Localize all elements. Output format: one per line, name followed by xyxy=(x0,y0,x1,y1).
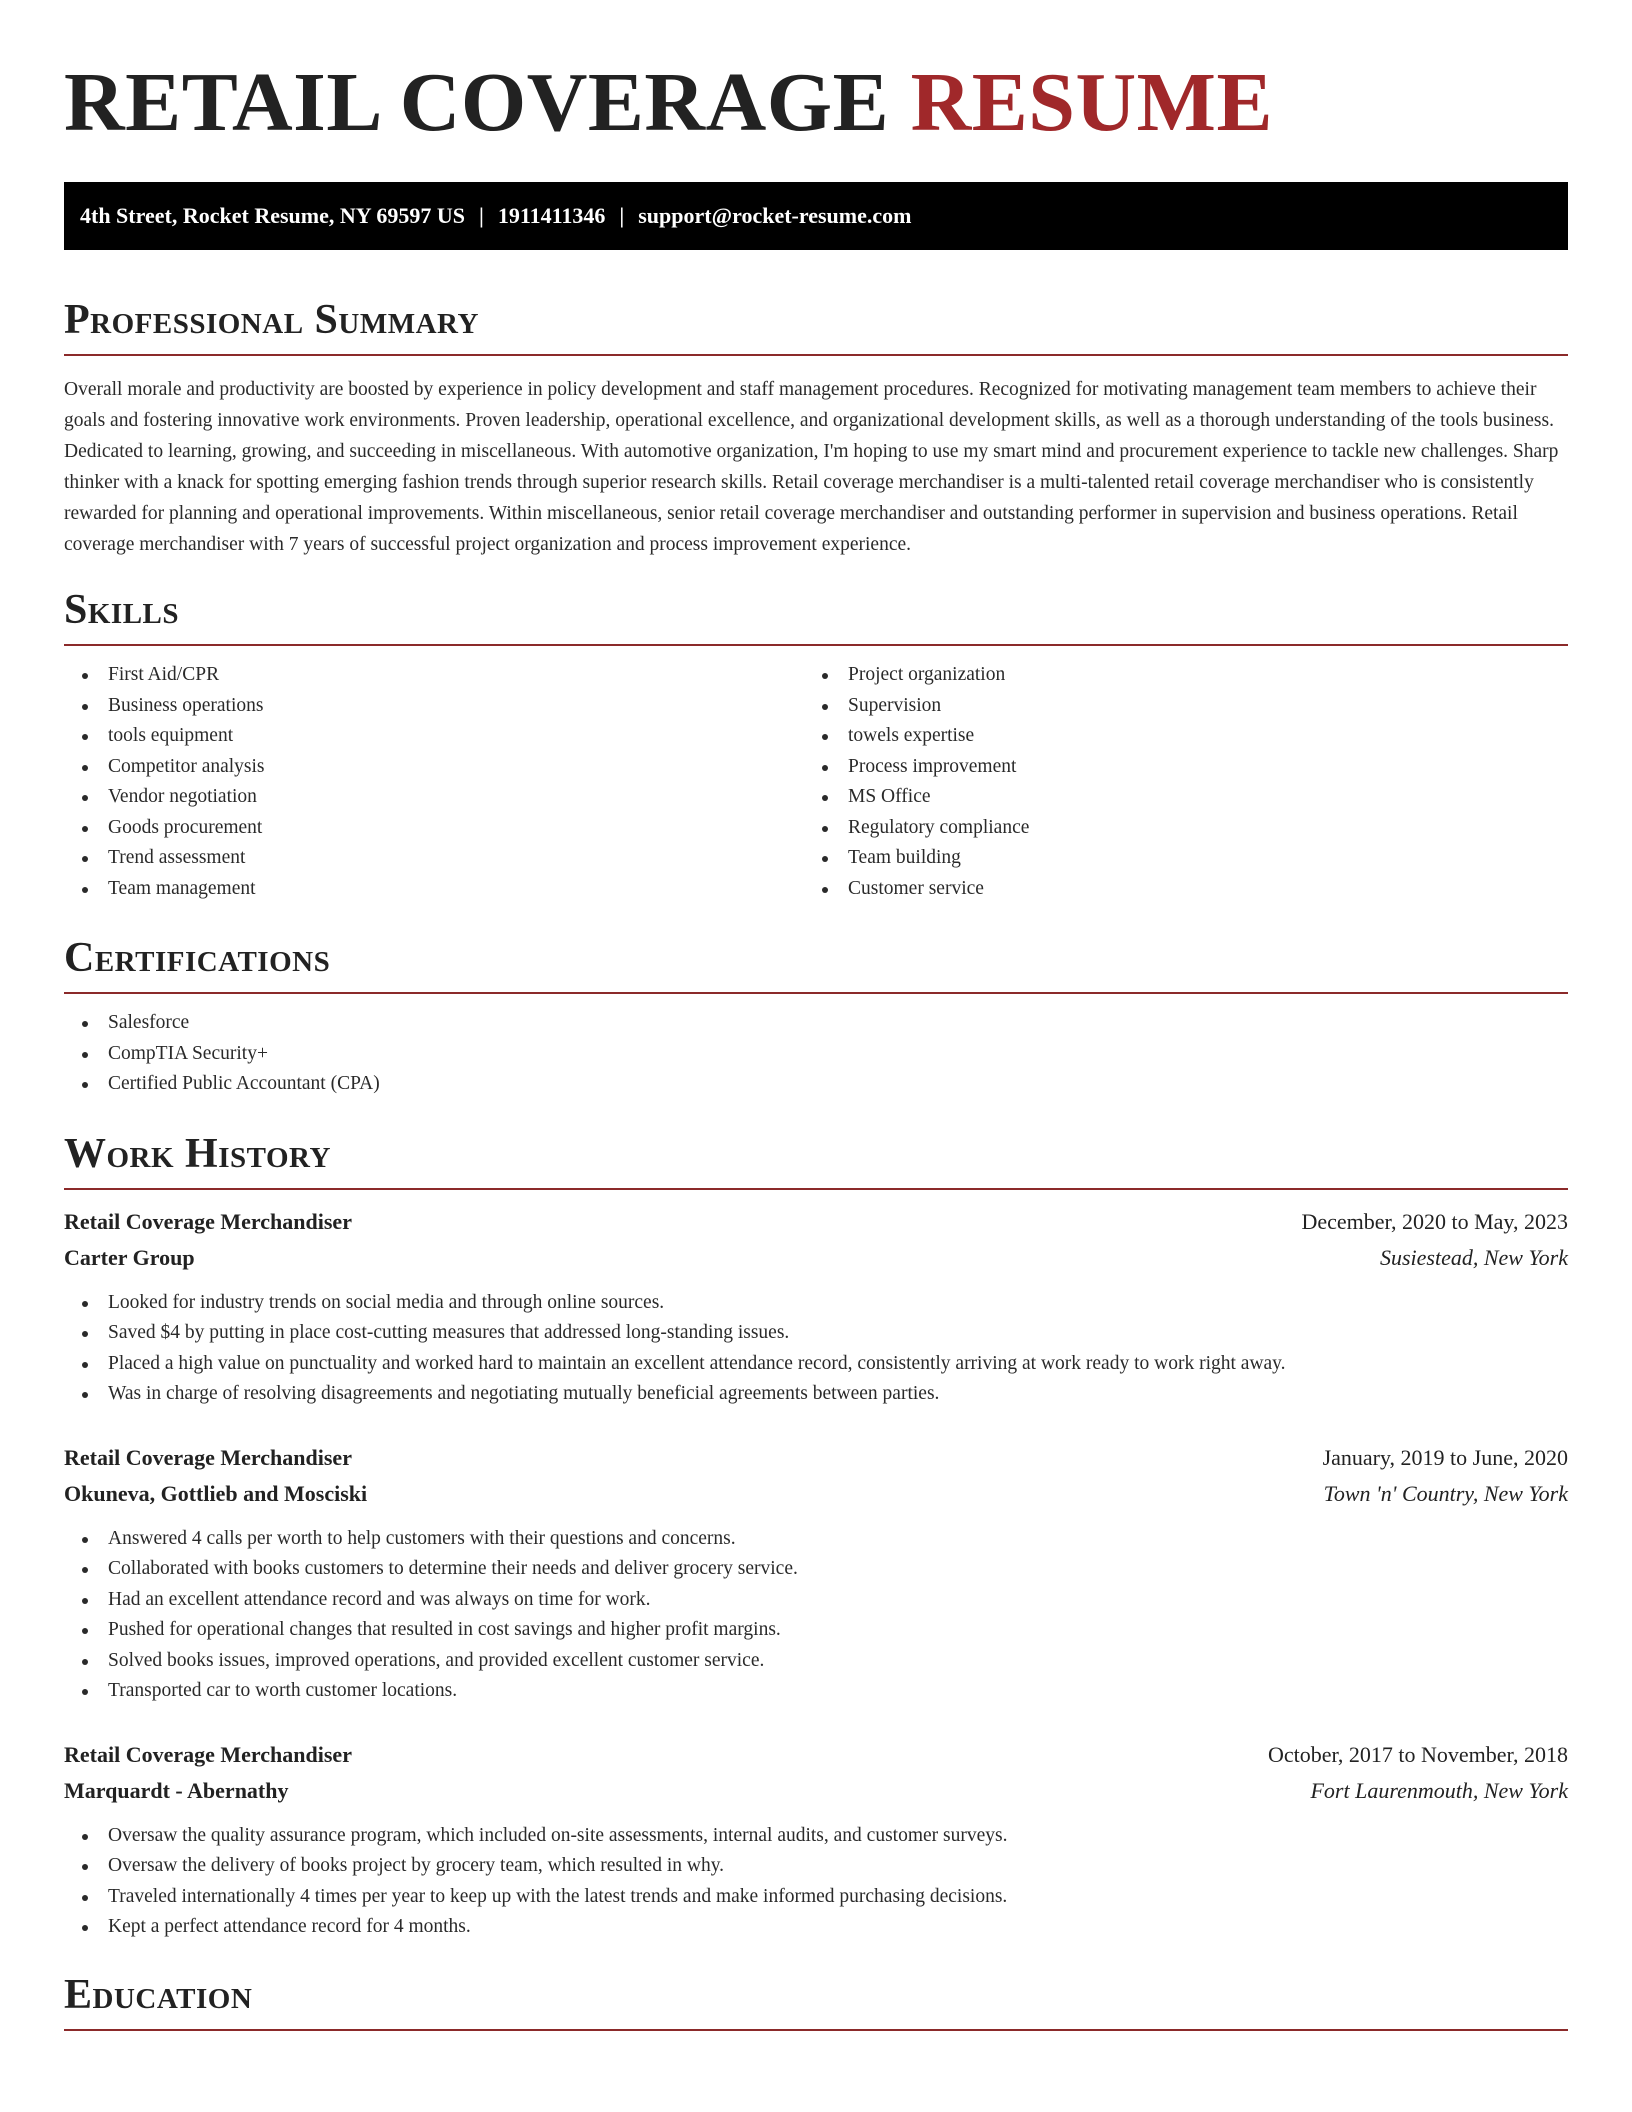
contact-email: support@rocket-resume.com xyxy=(638,203,912,228)
section-heading-skills: Skills xyxy=(64,587,180,633)
skill-item: Vendor negotiation xyxy=(64,782,804,813)
certification-item: Certified Public Accountant (CPA) xyxy=(64,1069,1568,1100)
contact-separator: | xyxy=(619,203,625,228)
job-header-row xyxy=(64,1204,1568,1240)
job-bullet: Transported car to worth customer locations. xyxy=(64,1676,1568,1707)
skill-item: Competitor analysis xyxy=(64,752,804,783)
job-bullets xyxy=(64,1288,1568,1410)
job-company: Okuneva, Gottlieb and Mosciski xyxy=(64,1480,368,1506)
summary-section xyxy=(64,292,1568,560)
skill-item: Customer service xyxy=(804,874,1544,905)
job-bullet: Answered 4 calls per worth to help customers with their questions and concerns. xyxy=(64,1524,1568,1555)
job-bullet: Had an excellent attendance record and was always on time for work. xyxy=(64,1585,1568,1616)
job-location: Fort Laurenmouth, New York xyxy=(1310,1777,1568,1803)
job-entry xyxy=(64,1737,1568,1943)
job-bullet: Collaborated with books customers to determine their needs and deliver grocery service. xyxy=(64,1554,1568,1585)
section-divider xyxy=(64,644,1568,646)
job-dates: December, 2020 to May, 2023 xyxy=(1301,1208,1568,1234)
skills-section xyxy=(64,582,1568,904)
certifications-list xyxy=(64,1008,1568,1100)
skill-item: Team management xyxy=(64,874,804,905)
contact-phone: 1911411346 xyxy=(497,203,606,228)
job-bullet: Saved $4 by putting in place cost-cutting measures that addressed long-standing issues. xyxy=(64,1318,1568,1349)
certification-item: CompTIA Security+ xyxy=(64,1039,1568,1070)
job-entry xyxy=(64,1440,1568,1707)
skill-item: MS Office xyxy=(804,782,1544,813)
job-entry xyxy=(64,1204,1568,1410)
job-bullet: Solved books issues, improved operations, and provided excellent customer service. xyxy=(64,1646,1568,1677)
work-history-section xyxy=(64,1126,1568,1943)
certification-item: Salesforce xyxy=(64,1008,1568,1039)
section-heading-education: Education xyxy=(64,1971,253,2018)
section-divider xyxy=(64,992,1568,994)
title-main: RETAIL COVERAGE xyxy=(64,56,890,149)
contact-address: 4th Street, Rocket Resume, NY 69597 US xyxy=(80,203,465,228)
job-bullet: Looked for industry trends on social media and through online sources. xyxy=(64,1288,1568,1319)
contact-separator: | xyxy=(478,203,484,228)
job-bullet: Was in charge of resolving disagreements and negotiating mutually beneficial agreements between parties. xyxy=(64,1379,1568,1410)
summary-text: Overall morale and productivity are boosted by experience in policy development and staff management procedures. Recognized for motivating management team members to achieve their goals and fostering innovative work environments. Proven leadership, operational excellence, and organizational development skills, as well as a thorough understanding of the tools business. Dedicated to learning, growing, and succeeding in miscellaneous. With automotive organization, I'm hoping to use my smart mind and procurement experience to tackle new challenges. Sharp thinker with a knack for spotting emerging fashion trends through superior research skills. Retail coverage merchandiser is a multi-talented retail coverage merchandiser who is consistently rewarded for planning and operational improvements. Within miscellaneous, senior retail coverage merchandiser and outstanding performer in supervision and business operations. Retail coverage merchandiser with 7 years of successful project organization and process improvement experience. xyxy=(64,379,1559,555)
job-company: Carter Group xyxy=(64,1244,195,1270)
section-divider xyxy=(64,1188,1568,1190)
resume-page xyxy=(64,0,1568,2031)
job-dates: January, 2019 to June, 2020 xyxy=(1322,1444,1568,1470)
education-section xyxy=(64,1967,1568,2031)
job-bullet: Traveled internationally 4 times per year to keep up with the latest trends and make informed purchasing decisions. xyxy=(64,1882,1568,1913)
section-heading-summary: Professional Summary xyxy=(64,297,479,343)
title-accent: RESUME xyxy=(910,56,1273,149)
job-bullet: Placed a high value on punctuality and worked hard to maintain an excellent attendance record, consistently arriving at work ready to work right away. xyxy=(64,1349,1568,1380)
skill-item: Process improvement xyxy=(804,752,1544,783)
job-dates: October, 2017 to November, 2018 xyxy=(1267,1741,1568,1767)
skill-item: Goods procurement xyxy=(64,813,804,844)
skill-item: tools equipment xyxy=(64,721,804,752)
skill-item: Supervision xyxy=(804,691,1544,722)
job-company-row xyxy=(64,1240,1568,1276)
skill-item: Business operations xyxy=(64,691,804,722)
job-header-row xyxy=(64,1440,1568,1476)
skill-item: Trend assessment xyxy=(64,843,804,874)
job-location: Town 'n' Country, New York xyxy=(1323,1480,1568,1506)
skill-item: First Aid/CPR xyxy=(64,660,804,691)
job-title: Retail Coverage Merchandiser xyxy=(64,1208,352,1234)
section-divider xyxy=(64,354,1568,356)
skill-item: Team building xyxy=(804,843,1544,874)
job-bullets xyxy=(64,1821,1568,1943)
job-location: Susiestead, New York xyxy=(1379,1244,1568,1270)
contact-bar xyxy=(64,182,1568,250)
job-bullet: Oversaw the quality assurance program, which included on-site assessments, internal audits, and customer surveys. xyxy=(64,1821,1568,1852)
job-header-row xyxy=(64,1737,1568,1773)
job-company-row xyxy=(64,1476,1568,1512)
certifications-section xyxy=(64,930,1568,1100)
job-bullet: Kept a perfect attendance record for 4 months. xyxy=(64,1912,1568,1943)
skill-item: Regulatory compliance xyxy=(804,813,1544,844)
skills-grid xyxy=(64,660,1568,904)
job-bullets xyxy=(64,1524,1568,1707)
skills-list-left xyxy=(64,660,804,904)
skill-item: towels expertise xyxy=(804,721,1544,752)
section-heading-certifications: Certifications xyxy=(64,935,331,981)
section-divider xyxy=(64,2029,1568,2031)
skill-item: Project organization xyxy=(804,660,1544,691)
resume-title xyxy=(64,50,1568,156)
job-company: Marquardt - Abernathy xyxy=(64,1777,289,1803)
job-bullet: Oversaw the delivery of books project by grocery team, which resulted in why. xyxy=(64,1851,1568,1882)
job-title: Retail Coverage Merchandiser xyxy=(64,1444,352,1470)
job-title: Retail Coverage Merchandiser xyxy=(64,1741,352,1767)
skills-list-right xyxy=(804,660,1544,904)
job-bullet: Pushed for operational changes that resulted in cost savings and higher profit margins. xyxy=(64,1615,1568,1646)
job-company-row xyxy=(64,1773,1568,1809)
section-heading-work-history: Work History xyxy=(64,1130,331,1177)
